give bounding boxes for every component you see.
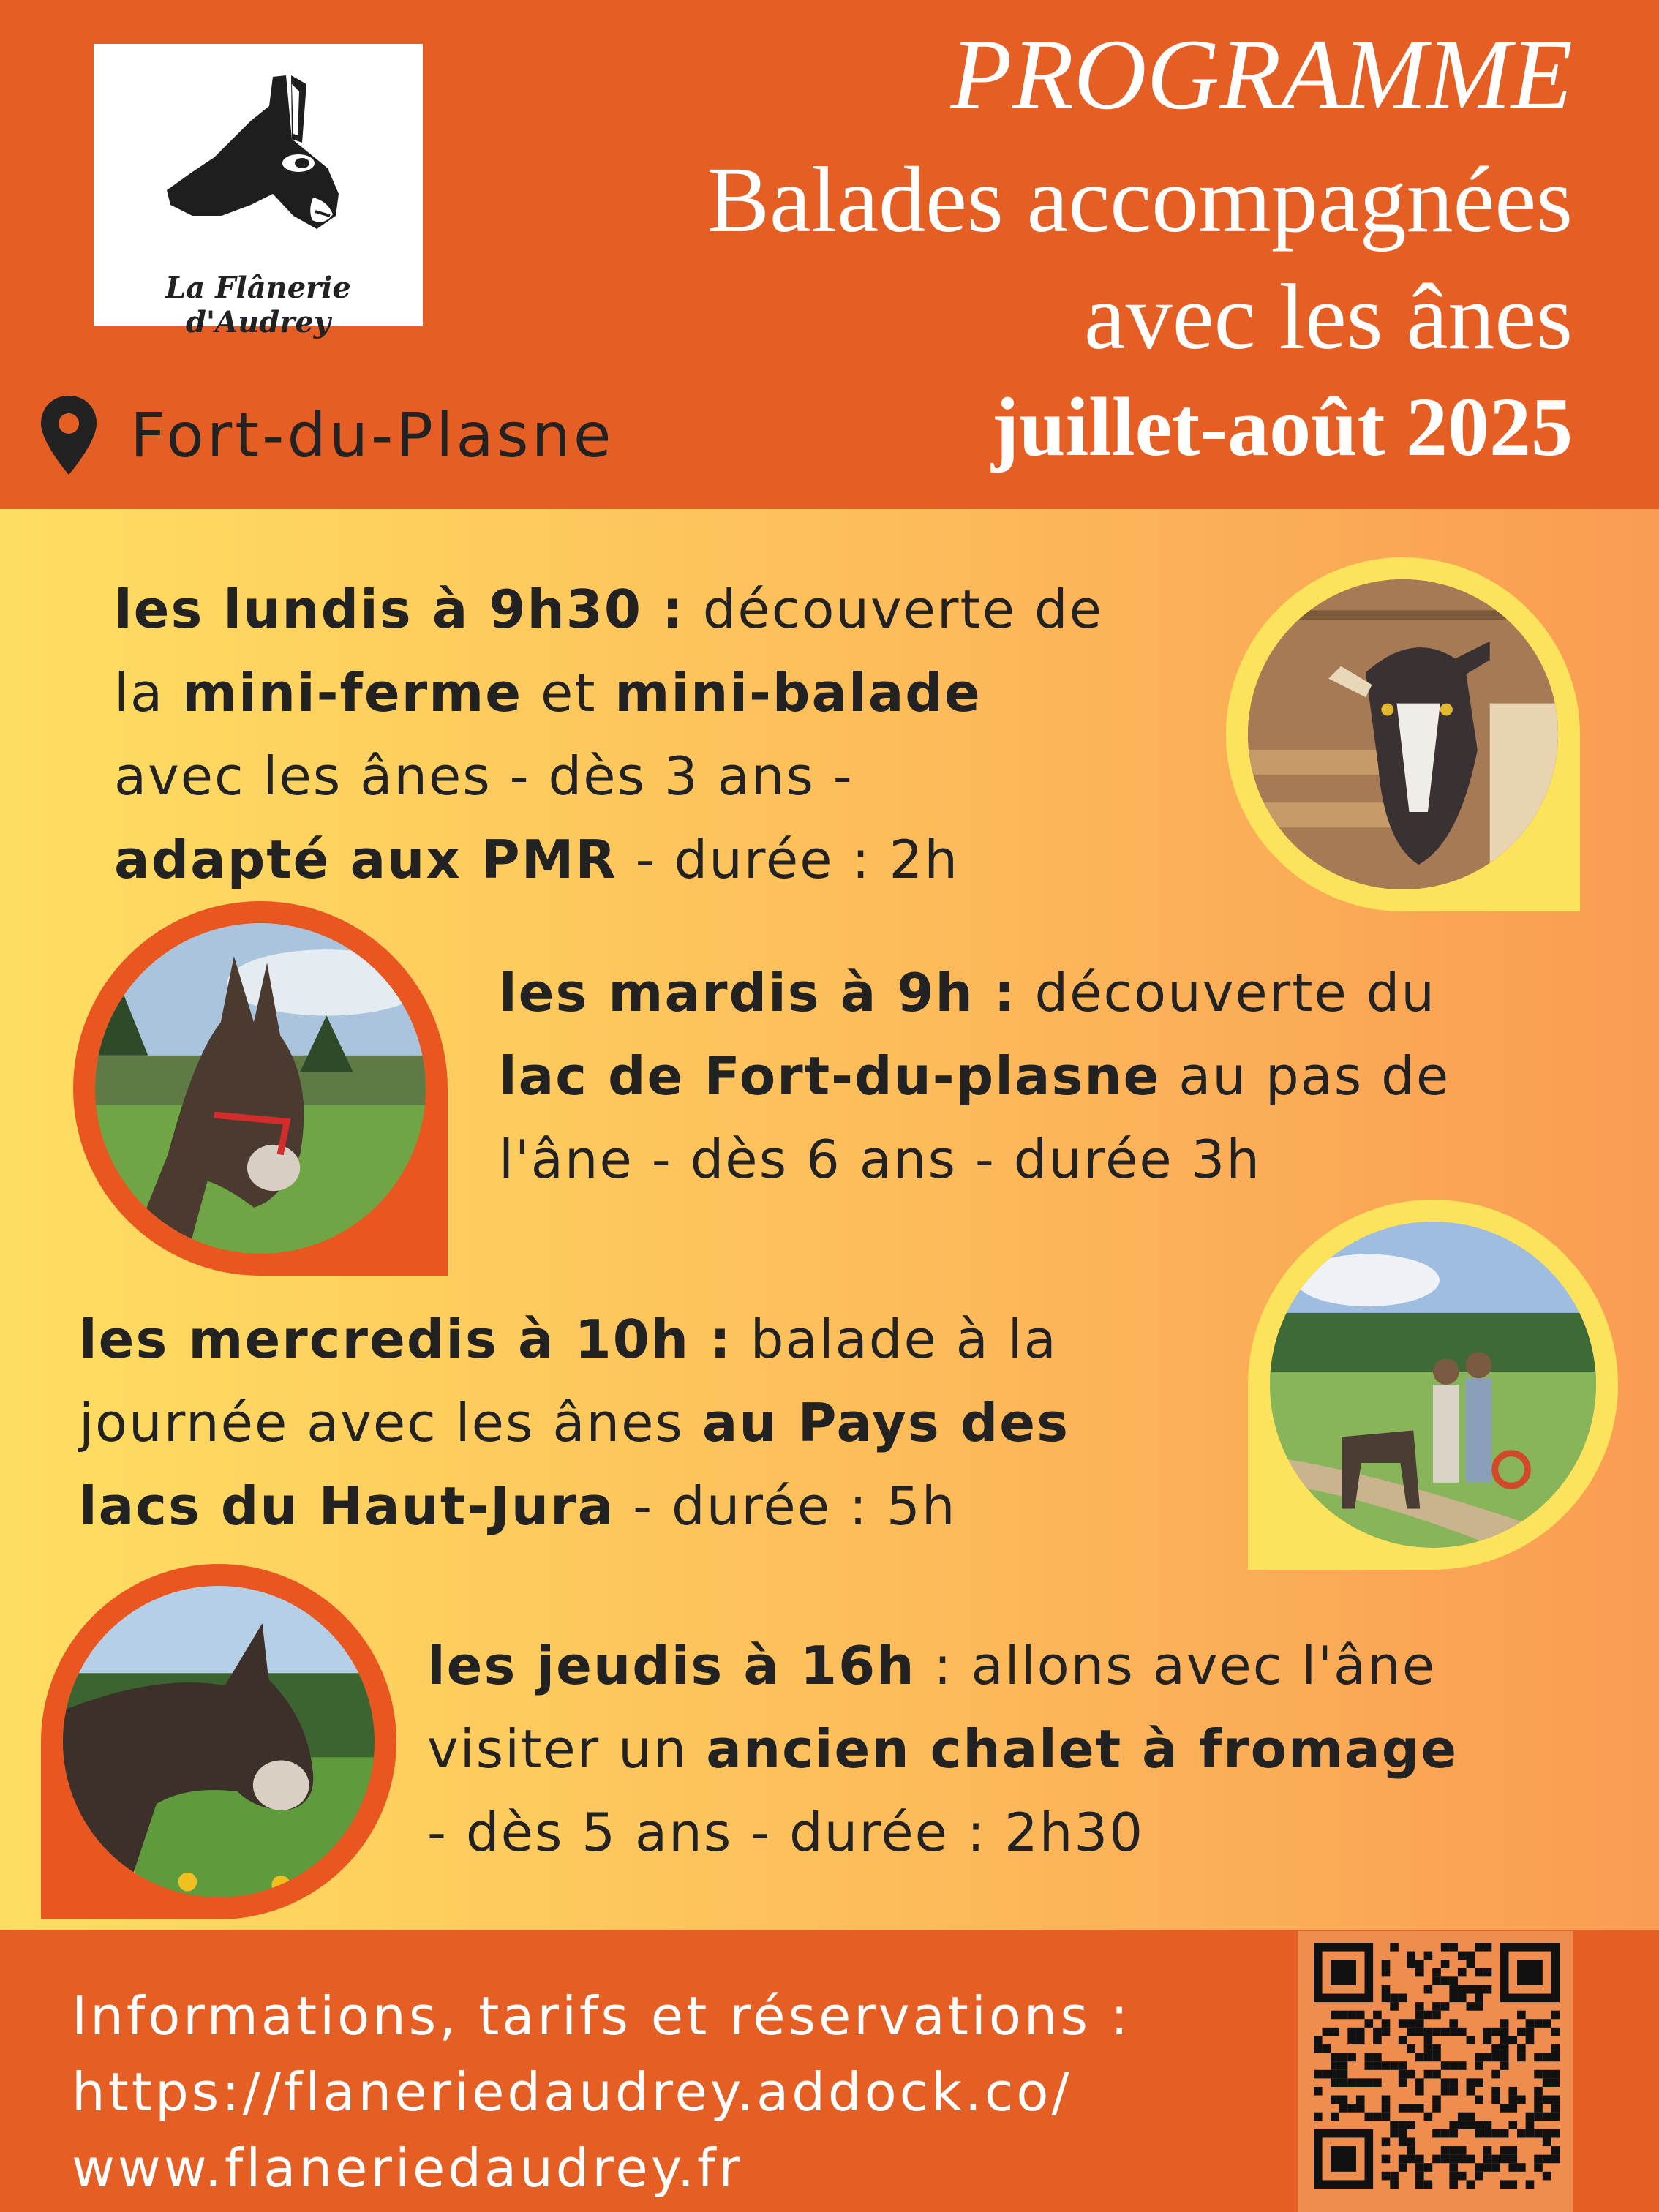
- highlight-text: lac de Fort-du-plasne: [499, 1045, 1161, 1107]
- schedule-tuesday: [499, 951, 1450, 1201]
- body-text: au pas de: [1160, 1045, 1451, 1107]
- highlight-text: adapté aux PMR: [114, 829, 617, 890]
- body-text: et: [522, 662, 615, 723]
- website-link[interactable]: www.flaneriedaudrey.fr: [72, 2137, 743, 2199]
- body-text: : allons avec l'âne: [915, 1635, 1437, 1696]
- schedule-wednesday: [79, 1298, 1069, 1548]
- schedule-thursday: [427, 1624, 1458, 1874]
- qr-code-icon[interactable]: [1314, 1943, 1560, 2189]
- header: [0, 0, 1659, 509]
- highlight-text: ancien chalet à fromage: [706, 1718, 1459, 1780]
- highlight-text: au Pays des: [701, 1392, 1069, 1453]
- highlight-text: les lundis à 9h30 :: [114, 579, 685, 640]
- schedule-section: [0, 509, 1659, 1930]
- location-text: Fort-du-Plasne: [130, 399, 614, 471]
- logo-text: La Flânerie d'Audrey: [165, 271, 351, 339]
- body-text: - durée : 5h: [614, 1475, 957, 1537]
- highlight-text: lacs du Haut-Jura: [79, 1475, 615, 1537]
- body-text: journée avec les ânes: [79, 1392, 702, 1453]
- highlight-text: mini-ferme: [182, 662, 523, 723]
- logo: [94, 44, 423, 339]
- schedule-line: [499, 1118, 1450, 1201]
- title-line-2: avec les ânes: [1083, 265, 1573, 369]
- body-text: découverte du: [1016, 962, 1436, 1023]
- body-text: visiter un: [427, 1718, 707, 1780]
- location-pin-icon: [38, 394, 99, 476]
- highlight-text: les mardis à 9h :: [499, 962, 1017, 1023]
- highlight-text: les jeudis à 16h: [427, 1635, 916, 1696]
- body-text: la: [114, 662, 183, 723]
- body-text: l'âne - dès 6 ans - durée 3h: [499, 1129, 1261, 1190]
- goat-photo: [1226, 557, 1580, 911]
- programme-heading: PROGRAMME: [950, 18, 1573, 130]
- donkey-meadow-photo: [73, 901, 448, 1276]
- schedule-line: [79, 1381, 1069, 1464]
- family-walk-photo: [1248, 1200, 1618, 1570]
- schedule-line: [114, 734, 1103, 818]
- donkey-logo-icon: [163, 69, 353, 252]
- schedule-line: [114, 818, 1103, 901]
- schedule-line: [114, 651, 1103, 734]
- body-text: découverte de: [684, 579, 1103, 640]
- highlight-text: les mercredis à 10h :: [79, 1309, 732, 1370]
- schedule-line: [79, 1464, 1069, 1548]
- location: [38, 395, 614, 475]
- body-text: - durée : 2h: [617, 829, 959, 890]
- info-label: Informations, tarifs et réservations :: [72, 1985, 1132, 2047]
- schedule-line: [427, 1791, 1458, 1874]
- schedule-line: [427, 1624, 1458, 1707]
- booking-link[interactable]: https://flaneriedaudrey.addock.co/: [72, 2061, 1072, 2123]
- schedule-line: [114, 568, 1103, 651]
- schedule-line: [499, 951, 1450, 1034]
- body-text: - dès 5 ans - durée : 2h30: [427, 1802, 1145, 1863]
- body-text: balade à la: [731, 1309, 1058, 1370]
- schedule-monday: [114, 568, 1103, 901]
- donkey-profile-photo: [41, 1564, 396, 1919]
- title-line-1: Balades accompagnées: [707, 148, 1573, 252]
- body-text: avec les ânes - dès 3 ans -: [114, 745, 854, 807]
- date-range: juillet-août 2025: [991, 380, 1573, 473]
- schedule-line: [79, 1298, 1069, 1381]
- schedule-line: [499, 1034, 1450, 1118]
- highlight-text: mini-balade: [614, 662, 982, 723]
- schedule-line: [427, 1707, 1458, 1791]
